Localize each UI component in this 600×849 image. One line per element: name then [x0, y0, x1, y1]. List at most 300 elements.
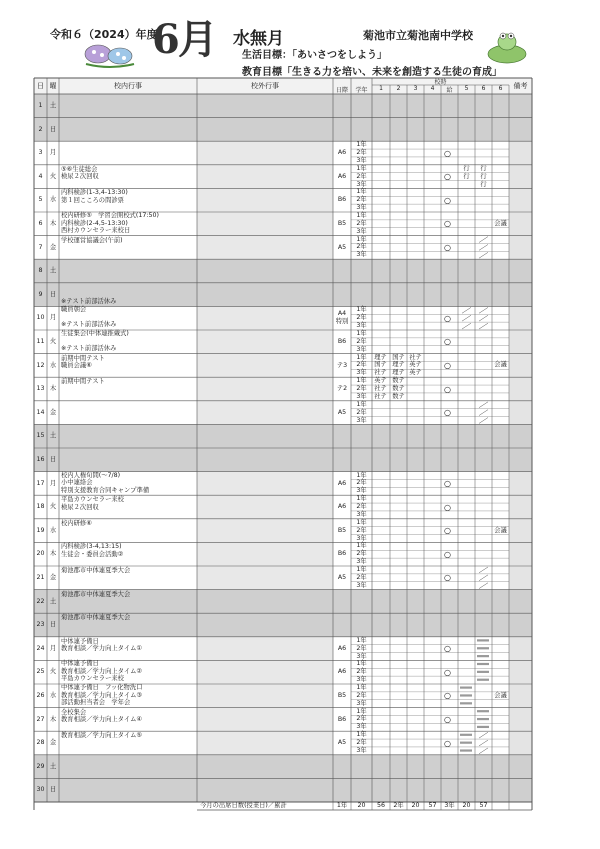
school-event: 校内研修⑤ 学習会開校式(17:50) — [61, 212, 159, 219]
education-goal: 教育目標「生きる力を培い、未来を創造する生徒の育成」 — [242, 67, 502, 78]
small-note-mark — [460, 742, 472, 744]
school-event: 教育相談／学力向上タイム① — [61, 645, 143, 653]
day-number: 17 — [36, 479, 45, 487]
day-of-week: 日 — [49, 621, 57, 629]
test-subject: 理テ — [374, 353, 387, 361]
school-event: 校内人権旬間(～7/8) — [61, 471, 121, 479]
notes-cell-shade — [509, 731, 532, 755]
outside-events-shade — [197, 306, 333, 330]
school-event: 部活動担当者会 学年会 — [61, 699, 131, 706]
school-event: 平島カウンセラー来校 — [61, 675, 124, 683]
day-of-week: 月 — [49, 314, 57, 322]
notes-cell-shade — [509, 188, 532, 212]
grade-label: 1年 — [356, 684, 367, 691]
grade-label: 3年 — [356, 369, 367, 377]
lunch-circle: ○ — [444, 313, 451, 323]
outside-events-shade — [197, 731, 333, 755]
grade-label: 1年 — [356, 212, 367, 219]
grade-label: 1年 — [356, 495, 367, 503]
school-event: 教育相談／学力向上タイム④ — [61, 716, 143, 724]
grade-label: 2年 — [356, 573, 367, 581]
lunch-circle: ○ — [444, 738, 451, 748]
meeting-note: 会議 — [494, 361, 507, 369]
day-number: 26 — [36, 692, 45, 699]
school-event: 生徒集会(中体連推戴式) — [61, 330, 129, 337]
small-note-mark — [477, 671, 489, 673]
day-number: 29 — [36, 762, 45, 770]
weekend-row-shade — [34, 259, 532, 283]
test-subject: 社テ — [374, 385, 387, 393]
grade-label: 2年 — [356, 715, 367, 723]
school-event: 内科検診(2-4,5-13:30) — [61, 219, 128, 227]
grade-label: 2年 — [356, 337, 367, 345]
weekend-row-shade — [34, 94, 532, 118]
slash-mark — [479, 307, 488, 313]
slash-mark — [479, 323, 488, 329]
day-number: 20 — [36, 550, 45, 558]
day-of-week: 水 — [49, 526, 57, 534]
grade-label: 1年 — [356, 353, 367, 361]
weekend-row-shade — [34, 118, 532, 142]
col-outside-events: 校外行事 — [251, 82, 279, 90]
day-type: A4 — [337, 310, 347, 318]
slash-mark — [462, 323, 471, 329]
small-note-mark — [460, 749, 472, 751]
month-name: 水無月 — [233, 29, 284, 49]
day-of-week: 水 — [49, 361, 57, 369]
day-of-week: 金 — [49, 739, 57, 747]
day-of-week: 金 — [49, 574, 57, 581]
test-subject: 英テ — [374, 377, 387, 385]
slash-mark — [479, 402, 488, 408]
day-of-week: 金 — [49, 243, 57, 251]
grade-label: 3年 — [356, 581, 367, 589]
grade-label: 2年 — [356, 479, 367, 487]
day-type: A5 — [337, 574, 347, 581]
school-event: 菊池郡市中体連夏季大会 — [61, 567, 131, 574]
weekend-row-shade — [34, 755, 532, 779]
day-of-week: 日 — [49, 125, 57, 133]
small-note-mark — [477, 639, 489, 641]
lunch-circle: ○ — [444, 478, 451, 488]
day-of-week: 木 — [49, 220, 57, 227]
day-number: 6 — [38, 220, 43, 227]
school-name: 菊池市立菊池南中学校 — [363, 29, 473, 42]
day-number: 14 — [36, 408, 45, 416]
test-subject: 英テ — [409, 361, 422, 369]
notes-cell-shade — [509, 306, 532, 330]
day-number: 4 — [38, 172, 43, 180]
grade-label: 3年 — [356, 510, 367, 518]
notes-cell-shade — [509, 354, 532, 378]
lunch-circle: ○ — [444, 408, 451, 418]
outside-events-shade — [197, 141, 333, 165]
day-of-week: 火 — [49, 668, 57, 676]
day-of-week: 火 — [49, 503, 57, 511]
slash-mark — [479, 575, 488, 581]
lunch-circle: ○ — [444, 195, 451, 205]
test-subject: 英テ — [409, 369, 422, 377]
col-daytype: 日際 — [335, 87, 348, 94]
day-type-special: 特別 — [335, 318, 349, 326]
activity-mark: 行 — [480, 164, 487, 172]
lunch-circle: ○ — [444, 384, 451, 394]
outside-events-shade — [197, 495, 333, 519]
outside-events-shade — [197, 542, 333, 566]
day-type: B5 — [337, 692, 347, 699]
slash-mark — [479, 418, 488, 424]
life-goal: 生活目標：「あいさつをしよう」 — [242, 50, 387, 61]
grade-label: 3年 — [356, 723, 367, 731]
col-period-p_lunch: 給 — [446, 87, 453, 94]
school-event: 教育相談／学力向上タイム③ — [61, 691, 143, 699]
day-number: 11 — [36, 338, 45, 345]
school-event: 職員朝会 — [61, 306, 87, 314]
weekend-row-shade — [34, 424, 532, 448]
grade-label: 2年 — [356, 361, 367, 369]
day-number: 8 — [38, 267, 43, 275]
activity-mark: 行 — [480, 172, 487, 180]
grade-label: 3年 — [356, 345, 367, 353]
attendance-v1: 20 — [357, 802, 366, 809]
day-of-week: 水 — [49, 196, 57, 204]
col-dow: 曜 — [49, 82, 57, 90]
school-event: 菊池郡市中体連夏季大会 — [61, 590, 131, 598]
lunch-circle: ○ — [444, 573, 451, 583]
grade-label: 1年 — [356, 566, 367, 573]
day-type: A5 — [337, 739, 347, 747]
grade-label: 3年 — [356, 227, 367, 235]
grade-label: 1年 — [356, 636, 367, 644]
notes-cell-shade — [509, 660, 532, 684]
grade-label: 3年 — [356, 416, 367, 424]
fiscal-year: 令和６（2024）年度 — [50, 28, 158, 41]
grade-label: 2年 — [356, 149, 367, 157]
grade-label: 2年 — [356, 385, 367, 393]
day-of-week: 水 — [49, 692, 57, 699]
grade-label: 3年 — [356, 180, 367, 188]
grade-label: 2年 — [356, 172, 367, 180]
school-event: 職員会議⑥ — [61, 362, 92, 370]
day-number: 3 — [38, 149, 43, 157]
lunch-circle: ○ — [444, 337, 451, 347]
weekend-row-shade — [34, 448, 532, 472]
attendance-v3: 20 — [462, 802, 471, 809]
grade-label: 2年 — [356, 668, 367, 676]
meeting-note: 会議 — [494, 691, 507, 699]
school-event: 第１回こころの間診票 — [61, 196, 124, 204]
day-number: 5 — [38, 196, 43, 204]
day-of-week: 土 — [49, 432, 57, 440]
day-type: B5 — [337, 526, 347, 534]
notes-cell-shade — [509, 708, 532, 732]
activity-mark: 行 — [480, 180, 487, 188]
school-event: 全校集会 — [61, 708, 87, 716]
school-event: ※テスト前部活休み — [61, 321, 117, 329]
slash-mark — [479, 748, 488, 754]
meeting-note: 会議 — [494, 219, 507, 227]
grade-label: 3年 — [356, 699, 367, 707]
school-event: 内科検診(3-4,13:15) — [61, 543, 122, 551]
day-number: 2 — [38, 125, 43, 133]
school-event: 小中連絡会 — [61, 479, 93, 487]
day-type: A6 — [337, 479, 347, 487]
day-type: テ3 — [336, 361, 348, 369]
test-subject: 理テ — [392, 361, 405, 369]
outside-events-shade — [197, 165, 333, 189]
grade-label: 3年 — [356, 534, 367, 542]
slash-mark — [479, 583, 488, 589]
grade-label: 2年 — [356, 644, 367, 652]
lunch-circle: ○ — [444, 714, 451, 724]
lunch-circle: ○ — [444, 526, 451, 536]
school-event: 前期中間テスト — [61, 378, 105, 386]
outside-events-shade — [197, 212, 333, 236]
lunch-circle: ○ — [444, 172, 451, 182]
outside-events-shade — [197, 401, 333, 425]
slash-mark — [479, 237, 488, 243]
school-event: 学校運営協議会(午前) — [61, 236, 123, 244]
col-period-p2: 2 — [396, 85, 401, 92]
grade-label: 3年 — [356, 487, 367, 495]
school-event: 校内研修⑥ — [61, 519, 92, 527]
day-of-week: 火 — [49, 172, 57, 180]
school-event: 検尿２次回収 — [61, 503, 99, 511]
day-of-week: 土 — [49, 762, 57, 770]
small-note-mark — [477, 710, 489, 712]
col-school-events: 校内行事 — [114, 82, 142, 90]
outside-events-shade — [197, 354, 333, 378]
lunch-circle: ○ — [444, 691, 451, 701]
lunch-circle: ○ — [444, 242, 451, 252]
school-event: 西村カウンセラー来校日 — [61, 227, 131, 234]
grade-label: 2年 — [356, 739, 367, 747]
small-note-mark — [460, 687, 472, 689]
outside-events-shade — [197, 377, 333, 401]
day-number: 22 — [36, 597, 45, 605]
day-of-week: 木 — [49, 715, 57, 723]
small-note-mark — [477, 679, 489, 681]
col-day: 日 — [37, 82, 44, 90]
grade-label: 2年 — [356, 196, 367, 204]
test-subject: 数テ — [392, 377, 405, 385]
col-periods: 校時 — [434, 79, 447, 86]
grade-label: 2年 — [356, 314, 367, 322]
activity-mark: 行 — [463, 164, 470, 172]
day-type: B6 — [337, 196, 347, 204]
grade-label: 3年 — [356, 652, 367, 660]
grade-label: 3年 — [356, 676, 367, 684]
grade-label: 1年 — [356, 660, 367, 668]
test-subject: 社テ — [374, 369, 387, 377]
day-number: 10 — [36, 314, 45, 322]
day-type: B5 — [337, 220, 347, 227]
grade-label: 1年 — [356, 164, 367, 172]
day-type: B6 — [337, 715, 347, 723]
slash-mark — [479, 732, 488, 738]
grade-label: 2年 — [356, 550, 367, 558]
day-type: A6 — [337, 668, 347, 676]
outside-events-shade — [197, 330, 333, 354]
day-number: 19 — [36, 526, 45, 534]
attendance-g1: 1年 — [336, 802, 348, 809]
slash-mark — [479, 567, 488, 573]
notes-cell-shade — [509, 472, 532, 496]
grade-label: 1年 — [356, 518, 367, 526]
grade-label: 3年 — [356, 392, 367, 400]
attendance-label: 今月の出席日数(授業日)／累計 — [200, 802, 287, 809]
school-event: 平島カウンセラー来校 — [61, 496, 124, 504]
day-of-week: 月 — [49, 149, 57, 157]
day-type: A6 — [337, 503, 347, 511]
grade-label: 3年 — [356, 746, 367, 754]
day-type: A6 — [337, 172, 347, 180]
col-period-p5: 5 — [464, 85, 469, 92]
school-event: 検尿２次回収 — [61, 173, 99, 181]
col-grade: 学年 — [355, 87, 368, 94]
day-number: 16 — [36, 456, 45, 463]
day-of-week: 土 — [49, 597, 57, 605]
notes-cell-shade — [509, 141, 532, 165]
notes-cell-shade — [509, 401, 532, 425]
outside-events-shade — [197, 637, 333, 661]
grade-label: 1年 — [356, 707, 367, 715]
school-event: 教育相談／学力向上タイム② — [61, 667, 143, 675]
grade-label: 1年 — [356, 188, 367, 196]
notes-cell-shade — [509, 377, 532, 401]
school-event: ※テスト前部活休み — [61, 298, 117, 306]
day-of-week: 日 — [49, 290, 57, 298]
small-note-mark — [460, 702, 472, 704]
notes-cell-shade — [509, 542, 532, 566]
day-number: 12 — [36, 361, 45, 369]
notes-cell-shade — [509, 212, 532, 236]
grade-label: 1年 — [356, 235, 367, 243]
slash-mark — [462, 307, 471, 313]
grade-label: 3年 — [356, 558, 367, 566]
day-number: 15 — [36, 432, 45, 440]
day-type: A6 — [337, 644, 347, 652]
day-number: 7 — [38, 243, 43, 251]
grade-label: 2年 — [356, 691, 367, 699]
notes-cell-shade — [509, 684, 532, 708]
test-subject: 社テ — [409, 353, 422, 361]
day-type: A5 — [337, 243, 347, 251]
notes-cell-shade — [509, 330, 532, 354]
grade-label: 3年 — [356, 322, 367, 330]
day-number: 23 — [36, 621, 45, 629]
day-type: A5 — [337, 408, 347, 416]
grade-label: 2年 — [356, 408, 367, 416]
school-event: 中体連予備日 — [61, 637, 99, 645]
attendance-v2: 20 — [411, 802, 420, 809]
activity-mark: 行 — [463, 172, 470, 180]
school-event: 中体連予備日 フッ化物洗口 — [61, 684, 143, 691]
grade-label: 1年 — [356, 542, 367, 550]
outside-events-shade — [197, 566, 333, 590]
attendance-c3: 57 — [479, 802, 488, 809]
outside-events-shade — [197, 684, 333, 708]
day-type: A6 — [337, 149, 347, 157]
day-number: 24 — [36, 644, 45, 652]
grade-label: 2年 — [356, 503, 367, 511]
slash-mark — [462, 315, 471, 321]
grade-label: 1年 — [356, 141, 367, 149]
day-of-week: 木 — [49, 550, 57, 558]
slash-mark — [479, 740, 488, 746]
small-note-mark — [460, 694, 472, 696]
notes-cell-shade — [509, 519, 532, 543]
outside-events-shade — [197, 236, 333, 260]
lunch-circle: ○ — [444, 644, 451, 654]
school-event: 中体連予備日 — [61, 660, 99, 668]
lunch-circle: ○ — [444, 549, 451, 559]
slash-mark — [479, 244, 488, 250]
test-subject: 数テ — [392, 385, 405, 393]
day-number: 27 — [36, 715, 45, 723]
grade-label: 2年 — [356, 526, 367, 534]
weekend-row-shade — [34, 778, 532, 802]
test-subject: 理テ — [392, 369, 405, 377]
col-period-p6: 6 — [498, 85, 503, 92]
small-note-mark — [477, 655, 489, 657]
school-event: ⑤⑥生徒総会 — [61, 165, 98, 173]
slash-mark — [479, 315, 488, 321]
attendance-g3: 3年 — [444, 802, 455, 809]
grade-label: 3年 — [356, 204, 367, 212]
day-number: 21 — [36, 574, 45, 581]
day-number: 28 — [36, 739, 45, 747]
outside-events-shade — [197, 188, 333, 212]
day-of-week: 木 — [49, 385, 57, 393]
col-period-p6: 6 — [481, 85, 486, 92]
grade-label: 2年 — [356, 219, 367, 227]
col-notes: 備考 — [513, 82, 528, 90]
grade-label: 3年 — [356, 251, 367, 259]
attendance-c1: 56 — [376, 802, 385, 809]
attendance-c2: 57 — [428, 802, 437, 809]
grade-label: 2年 — [356, 243, 367, 251]
school-event: 生徒会・委員会活動② — [61, 550, 124, 558]
school-event: 内科検診(1-3,4-13:30) — [61, 189, 128, 197]
lunch-circle: ○ — [444, 502, 451, 512]
lunch-circle: ○ — [444, 148, 451, 158]
day-of-week: 土 — [49, 102, 57, 109]
outside-events-shade — [197, 660, 333, 684]
day-number: 13 — [36, 385, 45, 393]
outside-events-shade — [197, 472, 333, 496]
day-of-week: 金 — [49, 408, 57, 416]
small-note-mark — [477, 647, 489, 649]
notes-cell-shade — [509, 165, 532, 189]
slash-mark — [479, 410, 488, 416]
school-event: 菊池郡市中体連夏季大会 — [61, 614, 131, 622]
grade-label: 1年 — [356, 306, 367, 314]
grade-label: 1年 — [356, 731, 367, 739]
col-period-p3: 3 — [413, 85, 418, 92]
day-of-week: 日 — [49, 456, 57, 463]
day-number: 18 — [36, 503, 45, 511]
notes-cell-shade — [509, 495, 532, 519]
small-note-mark — [477, 663, 489, 665]
school-event: 特別支援教育合同キャンプ準備 — [61, 486, 150, 494]
test-subject: 国テ — [374, 361, 387, 369]
grade-label: 1年 — [356, 330, 367, 337]
notes-cell-shade — [509, 236, 532, 260]
day-of-week: 土 — [49, 267, 57, 275]
col-period-p1: 1 — [379, 85, 383, 92]
day-type: B6 — [337, 550, 347, 558]
